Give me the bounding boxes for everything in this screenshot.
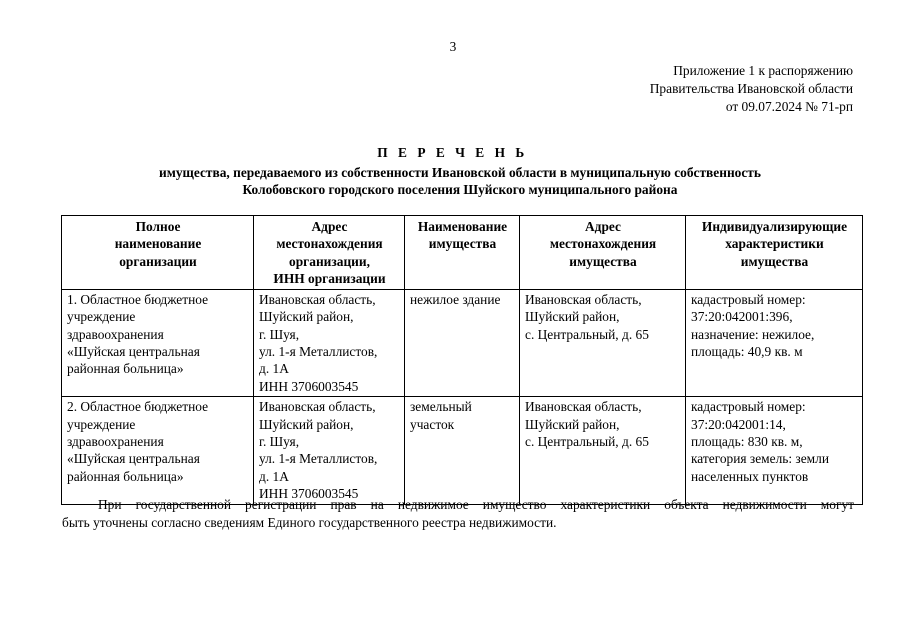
cell-characteristics: кадастровый номер: 37:20:042001:396, назначение: нежилое, площадь: 40,9 кв. м [686,289,863,397]
cell-property-address: Ивановская область, Шуйский район, с. Центральный, д. 65 [520,397,686,505]
property-table [61,215,863,505]
cell-org-address: Ивановская область, Шуйский район, г. Шуя, ул. 1-я Металлистов, д. 1А ИНН 3706003545 [254,397,405,505]
cell-org-address: Ивановская область, Шуйский район, г. Шуя, ул. 1-я Металлистов, д. 1А ИНН 3706003545 [254,289,405,397]
footnote-line: При государственной регистрации прав на недвижимое имущество характеристики объекта недвижимости могут [98,497,854,512]
document-subtitle [60,164,860,199]
subtitle-line: имущества, передаваемого из собственности Ивановской области в муниципальную собственность [159,165,761,180]
cell-property-address: Ивановская область, Шуйский район, с. Центральный, д. 65 [520,289,686,397]
appendix-line: Правительства Ивановской области [649,81,853,97]
header-org-address: Адрес местонахождения организации, ИНН организации [254,216,405,290]
appendix-reference [650,62,853,116]
cell-org-name: 1. Областное бюджетное учреждение здравоохранения «Шуйская центральная районная больница» [62,289,254,397]
header-property-address: Адрес местонахождения имущества [520,216,686,290]
cell-property-name: нежилое здание [405,289,520,397]
subtitle-line: Колобовского городского поселения Шуйского муниципального района [242,182,678,198]
footnote-line: быть уточнены согласно сведениям Единого государственного реестра недвижимости. [62,515,557,531]
document-title: П Е Р Е Ч Е Н Ь [377,145,528,160]
cell-property-name: земельный участок [405,397,520,505]
page-number: 3 [449,39,457,54]
cell-org-name: 2. Областное бюджетное учреждение здравоохранения «Шуйская центральная районная больница» [62,397,254,505]
table-row [62,289,863,397]
appendix-line: от 09.07.2024 № 71-рп [725,99,853,115]
cell-characteristics: кадастровый номер: 37:20:042001:14, площадь: 830 кв. м, категория земель: земли населенных пунктов [686,397,863,505]
header-property-name: Наименование имущества [405,216,520,290]
header-org-name: Полное наименование организации [62,216,254,290]
footnote [62,496,854,532]
header-characteristics: Индивидуализирующие характеристики имущества [686,216,863,290]
table-row [62,397,863,505]
table-header-row [62,216,863,290]
appendix-line: Приложение 1 к распоряжению [673,63,853,78]
